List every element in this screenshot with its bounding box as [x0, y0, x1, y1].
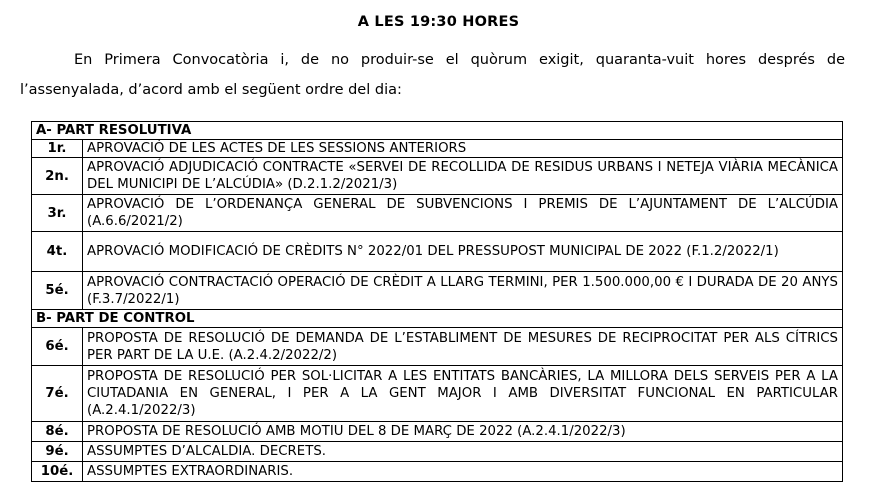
- agenda-item-text: ASSUMPTES EXTRAORDINARIS.: [83, 462, 843, 482]
- agenda-item: [32, 272, 843, 310]
- intro-paragraph: [20, 45, 845, 105]
- agenda-item: [32, 158, 843, 195]
- agenda-item-number: 8é.: [32, 422, 83, 442]
- agenda-item-number: 5é.: [32, 272, 83, 310]
- agenda-item: [32, 140, 843, 158]
- agenda-item-text: APROVACIÓ ADJUDICACIÓ CONTRACTE «SERVEI DE RECOLLIDA DE RESIDUS URBANS I NETEJA VIÀRIA MECÀNICA DEL MUNICIPI DE L’ALCÚDIA» (D.2.1.2/2021/3): [83, 158, 843, 195]
- agenda-item-text: ASSUMPTES D’ALCALDIA. DECRETS.: [83, 442, 843, 462]
- section-b-label: B- PART DE CONTROL: [32, 310, 843, 328]
- section-header-a: [32, 122, 843, 140]
- agenda-item: [32, 232, 843, 272]
- agenda-item: [32, 442, 843, 462]
- agenda-item-number: 9é.: [32, 442, 83, 462]
- agenda-item-text: APROVACIÓ DE L’ORDENANÇA GENERAL DE SUBVENCIONS I PREMIS DE L’AJUNTAMENT DE L’ALCÚDIA (A.6.6/2021/2): [83, 195, 843, 232]
- page-title: A LES 19:30 HORES: [357, 14, 520, 30]
- agenda-item-number: 6é.: [32, 328, 83, 366]
- agenda-item-number: 3r.: [32, 195, 83, 232]
- agenda-item-number: 4t.: [32, 232, 83, 272]
- agenda-item: [32, 462, 843, 482]
- agenda-item-text: PROPOSTA DE RESOLUCIÓ PER SOL·LICITAR A LES ENTITATS BANCÀRIES, LA MILLORA DELS SERVEIS PER A LA CIUTADANIA EN GENERAL, I PER A LA GENT MAJOR I AMB DIVERSITAT FUNCIONAL EN PARTICULAR (A.2.4.1/2022/3): [83, 366, 843, 422]
- agenda-table: [31, 121, 843, 482]
- agenda-item-text: APROVACIÓ CONTRACTACIÓ OPERACIÓ DE CRÈDIT A LLARG TERMINI, PER 1.500.000,00 € I DURADA DE 20 ANYS (F.3.7/2022/1): [83, 272, 843, 310]
- agenda-item: [32, 328, 843, 366]
- agenda-item-number: 2n.: [32, 158, 83, 195]
- intro-line-1: En Primera Convocatòria i, de no produir-se el quòrum exigit, quaranta-vuit hores després de: [74, 52, 845, 68]
- agenda-item-number: 10é.: [32, 462, 83, 482]
- agenda-item: [32, 195, 843, 232]
- agenda-item-text: APROVACIÓ MODIFICACIÓ DE CRÈDITS N° 2022/01 DEL PRESSUPOST MUNICIPAL DE 2022 (F.1.2/2022/1): [83, 232, 843, 272]
- section-header-b: [32, 310, 843, 328]
- agenda-item: [32, 422, 843, 442]
- agenda-item-number: 7é.: [32, 366, 83, 422]
- section-a-label: A- PART RESOLUTIVA: [32, 122, 843, 140]
- intro-line-2: l’assenyalada, d’acord amb el següent ordre del dia:: [20, 82, 402, 98]
- agenda-item-text: APROVACIÓ DE LES ACTES DE LES SESSIONS ANTERIORS: [83, 140, 843, 158]
- agenda-item-number: 1r.: [32, 140, 83, 158]
- agenda-item-text: PROPOSTA DE RESOLUCIÓ AMB MOTIU DEL 8 DE MARÇ DE 2022 (A.2.4.1/2022/3): [83, 422, 843, 442]
- agenda-item-text: PROPOSTA DE RESOLUCIÓ DE DEMANDA DE L’ESTABLIMENT DE MESURES DE RECIPROCITAT PER ALS CÍTRICS PER PART DE LA U.E. (A.2.4.2/2022/2): [83, 328, 843, 366]
- agenda-item: [32, 366, 843, 422]
